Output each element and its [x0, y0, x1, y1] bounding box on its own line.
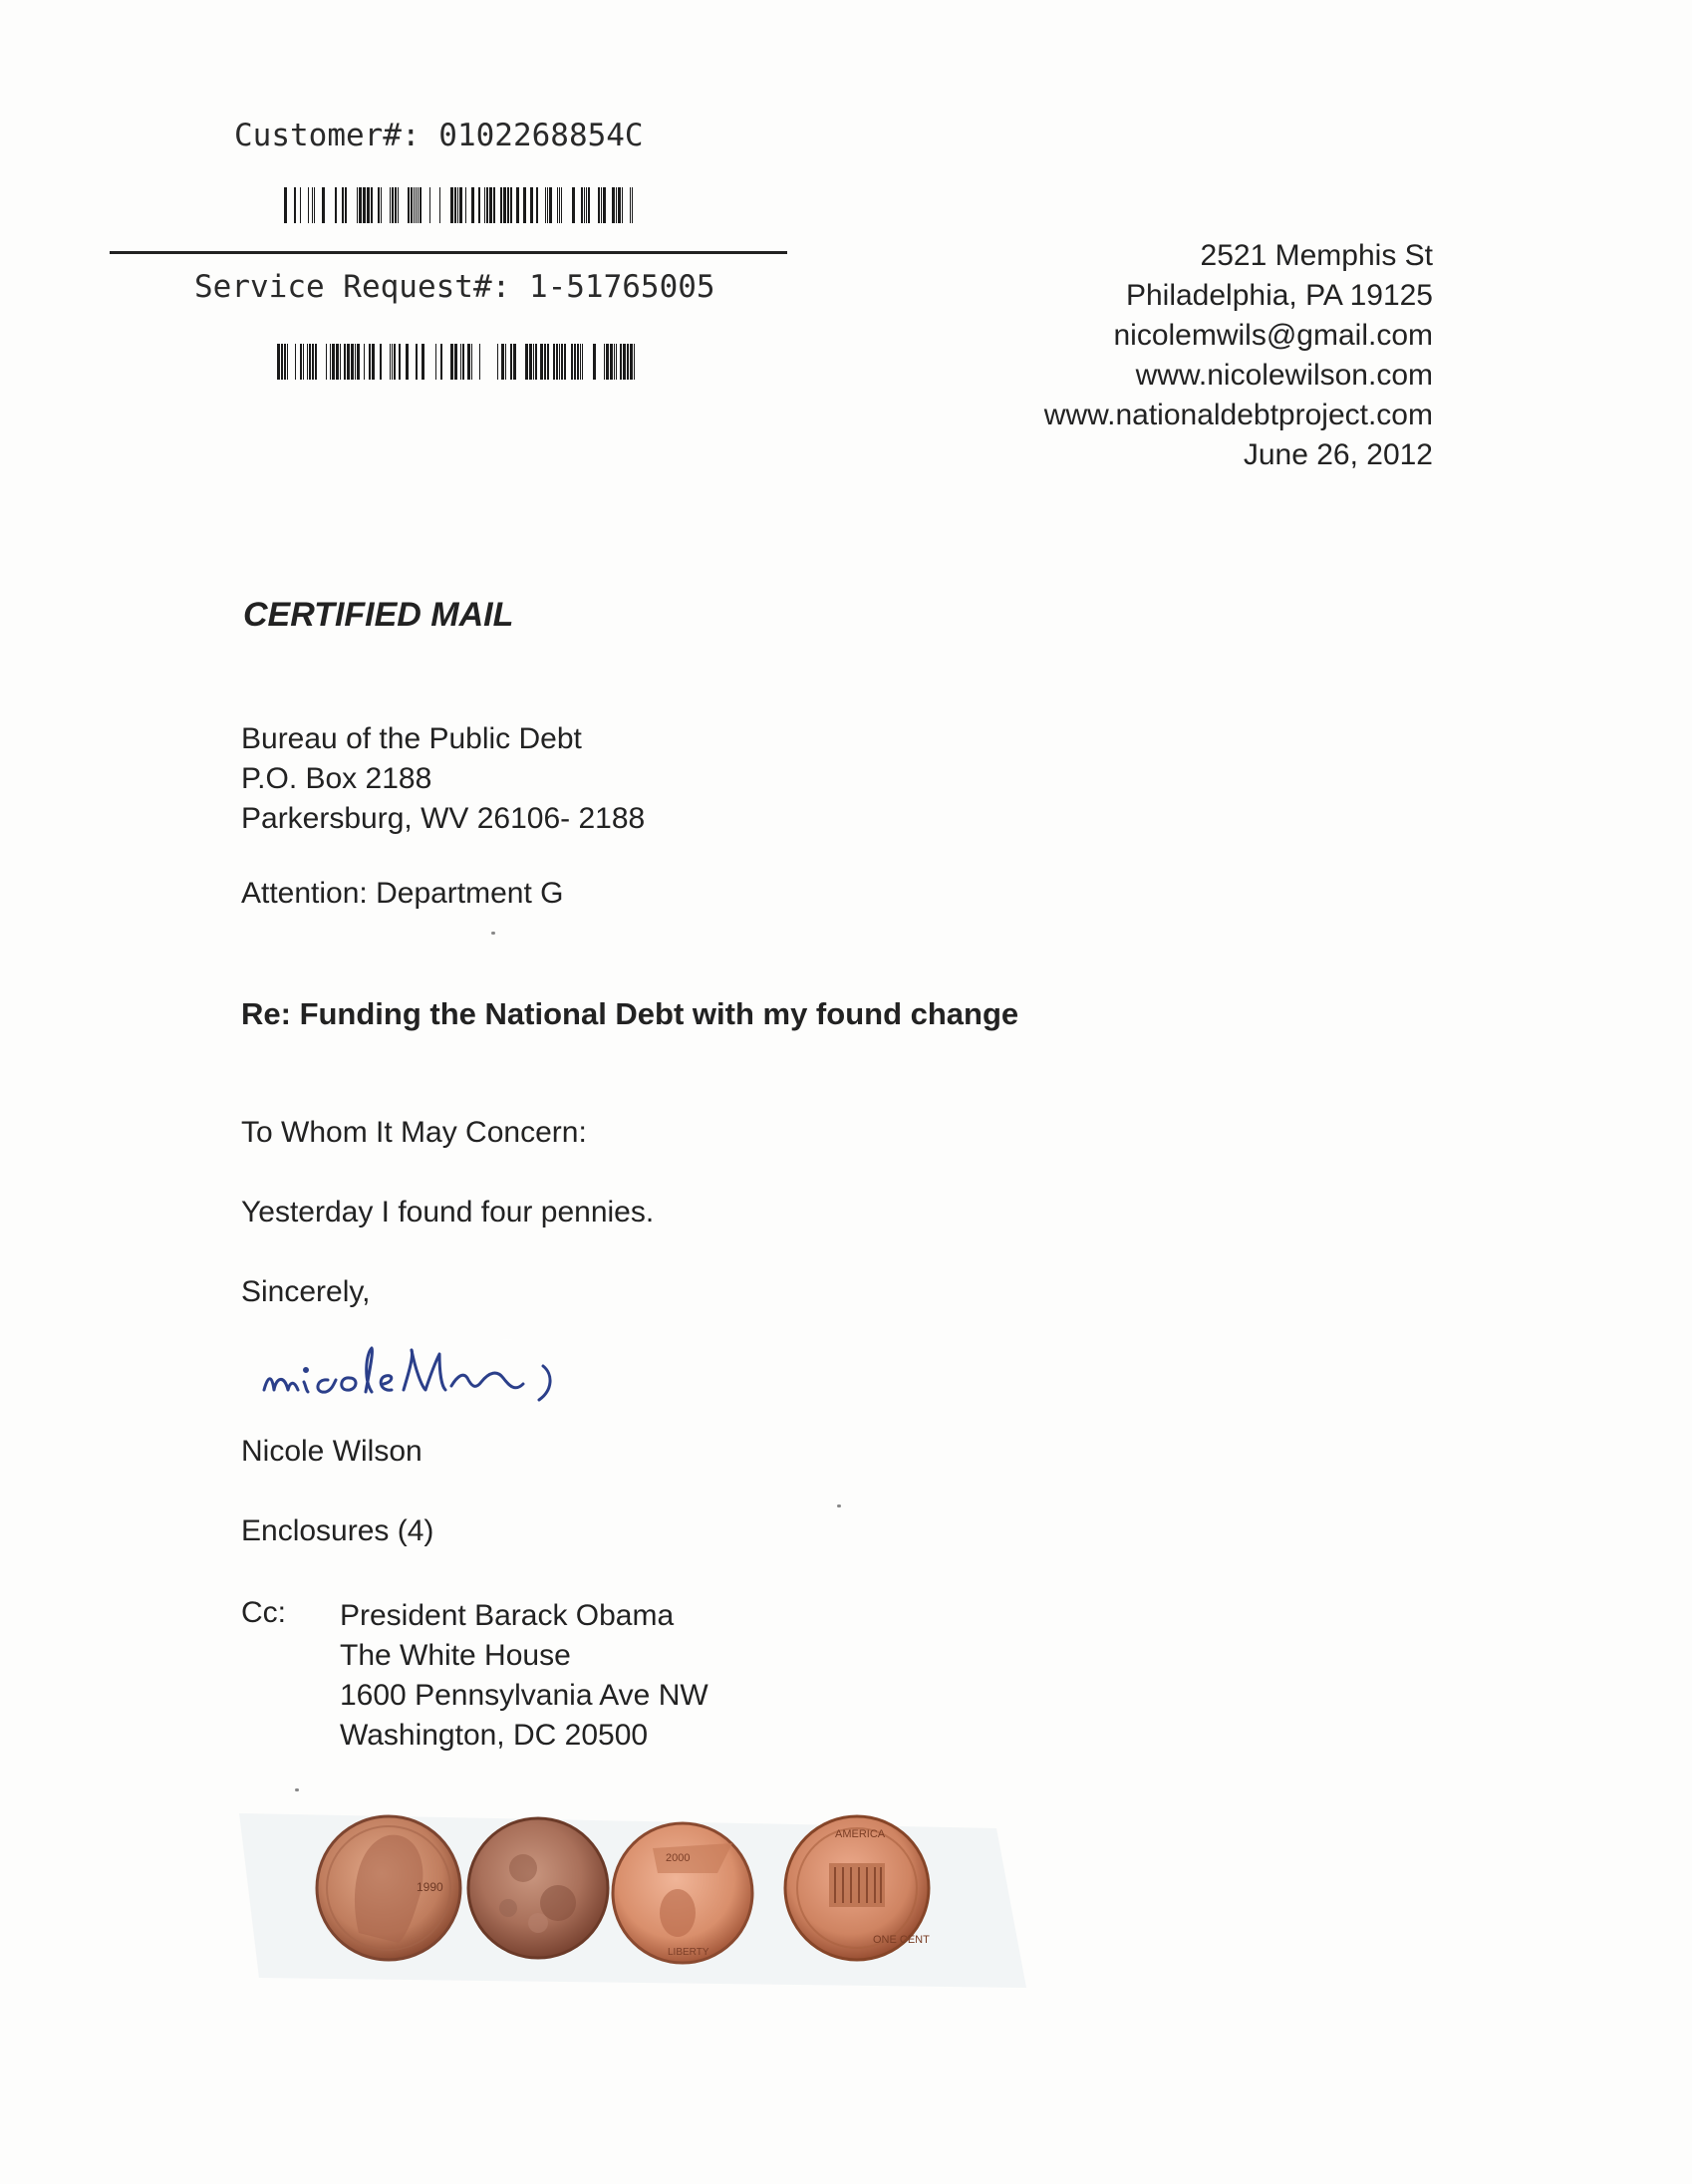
barcode-bar: [489, 187, 492, 223]
barcode-bar: [604, 344, 605, 380]
barcode-bar: [634, 344, 635, 380]
barcode-bar: [390, 344, 391, 380]
penny-1-year: 1990: [417, 1880, 443, 1894]
barcode-bar: [465, 187, 466, 223]
barcode-bar: [440, 344, 442, 380]
barcode-bar: [525, 344, 528, 380]
paper-speck: [295, 1788, 299, 1791]
customer-barcode: [284, 187, 633, 223]
barcode-bar: [312, 187, 313, 223]
barcode-bar: [294, 187, 296, 223]
barcode-bar: [420, 187, 422, 223]
barcode-bar: [588, 187, 590, 223]
barcode-bar: [630, 187, 631, 223]
barcode-bar: [564, 344, 566, 380]
barcode-bar: [322, 187, 325, 223]
barcode-bar: [549, 187, 552, 223]
cc-line-3: 1600 Pennsylvania Ave NW: [340, 1679, 708, 1712]
barcode-bar: [411, 187, 413, 223]
barcode-bar: [351, 344, 354, 380]
barcode-bar: [308, 187, 309, 223]
barcode-bar: [612, 187, 615, 223]
barcode-bar: [547, 344, 549, 380]
barcode-bar: [582, 344, 583, 380]
barcode-bar: [315, 344, 317, 380]
barcode-bar: [450, 344, 453, 380]
barcode-bar: [367, 187, 370, 223]
barcode-bar: [371, 187, 373, 223]
handwritten-signature: [254, 1320, 613, 1430]
return-street: 2521 Memphis St: [1200, 239, 1433, 272]
paper-speck: [837, 1504, 841, 1507]
cc-line-2: The White House: [340, 1639, 571, 1672]
barcode-bar: [572, 187, 575, 223]
barcode-bar: [616, 344, 617, 380]
header-divider: [110, 251, 787, 254]
barcode-bar: [344, 344, 346, 380]
barcode-bar: [287, 344, 288, 380]
barcode-bar: [545, 187, 546, 223]
attention-line: Attention: Department G: [241, 877, 564, 910]
barcode-bar: [340, 344, 341, 380]
barcode-bar: [497, 344, 498, 380]
barcode-bar: [622, 187, 623, 223]
barcode-bar: [330, 344, 331, 380]
barcode-bar: [284, 344, 286, 380]
barcode-bar: [345, 187, 347, 223]
barcode-bar: [598, 187, 600, 223]
barcode-bar: [369, 344, 371, 380]
barcode-bar: [277, 344, 280, 380]
barcode-bar: [312, 344, 314, 380]
barcode-bar: [416, 187, 417, 223]
barcode-bar: [559, 187, 560, 223]
salutation: To Whom It May Concern:: [241, 1116, 587, 1149]
barcode-bar: [632, 187, 633, 223]
barcode-bar: [503, 187, 506, 223]
barcode-bar: [571, 344, 573, 380]
barcode-bar: [530, 187, 533, 223]
barcode-bar: [471, 187, 474, 223]
barcode-bar: [347, 344, 350, 380]
barcode-bar: [616, 187, 617, 223]
barcode-bar: [300, 187, 301, 223]
certified-mail-heading: CERTIFIED MAIL: [243, 596, 514, 634]
penny-4: [785, 1816, 930, 1960]
closing: Sincerely,: [241, 1275, 371, 1308]
barcode-bar: [556, 344, 558, 380]
cc-recipient: [340, 1596, 708, 1756]
return-website-personal[interactable]: www.nicolewilson.com: [1135, 359, 1433, 392]
barcode-bar: [332, 344, 335, 380]
barcode-bar: [326, 344, 327, 380]
barcode-bar: [500, 187, 502, 223]
return-website-project[interactable]: www.nationaldebtproject.com: [1043, 399, 1433, 431]
barcode-bar: [429, 187, 430, 223]
barcode-bar: [309, 344, 311, 380]
barcode-bar: [336, 344, 339, 380]
barcode-bar: [457, 187, 458, 223]
subject-line: Re: Funding the National Debt with my found change: [241, 996, 1019, 1031]
barcode-bar: [454, 187, 456, 223]
barcode-bar: [307, 344, 308, 380]
barcode-bar: [460, 344, 461, 380]
barcode-bar: [561, 187, 562, 223]
recipient-line-1: Bureau of the Public Debt: [241, 722, 582, 755]
barcode-bar: [392, 344, 393, 380]
barcode-bar: [603, 187, 606, 223]
barcode-bar: [505, 344, 506, 380]
barcode-bar: [574, 344, 576, 380]
barcode-bar: [561, 344, 563, 380]
barcode-bar: [484, 187, 485, 223]
recipient-address: [241, 719, 645, 839]
barcode-bar: [422, 344, 424, 380]
barcode-bar: [584, 187, 585, 223]
barcode-bar: [610, 344, 613, 380]
barcode-bar: [547, 187, 548, 223]
recipient-line-2: P.O. Box 2188: [241, 762, 432, 795]
barcode-bar: [359, 187, 362, 223]
service-request-number: Service Request#: 1-51765005: [194, 269, 715, 305]
cc-line-4: Washington, DC 20500: [340, 1719, 649, 1752]
penny-4-top-legend: AMERICA: [835, 1828, 886, 1840]
barcode-bar: [450, 187, 453, 223]
penny-2: [468, 1818, 608, 1958]
barcode-bar: [623, 344, 626, 380]
barcode-bar: [516, 187, 519, 223]
barcode-bar: [462, 344, 464, 380]
service-request-barcode: [271, 344, 638, 380]
barcode-bar: [435, 344, 436, 380]
barcode-bar: [513, 344, 516, 380]
barcode-bar: [544, 344, 546, 380]
barcode-bar: [510, 187, 512, 223]
penny-3-legend: LIBERTY: [668, 1947, 709, 1958]
return-address: [1044, 236, 1433, 475]
barcode-bar: [478, 187, 480, 223]
barcode-bar: [372, 344, 375, 380]
taped-pennies: [239, 1774, 1036, 2033]
cc-line-1: President Barack Obama: [340, 1599, 675, 1632]
barcode-bar: [418, 187, 419, 223]
barcode-bar: [380, 344, 382, 380]
barcode-bar: [357, 187, 358, 223]
barcode-bar: [399, 344, 401, 380]
barcode-bar: [467, 344, 470, 380]
barcode-bar: [398, 187, 399, 223]
penny-3-year: 2000: [666, 1852, 691, 1864]
barcode-bar: [416, 344, 418, 380]
barcode-bar: [479, 344, 480, 380]
barcode-bar: [394, 344, 396, 380]
barcode-bar: [364, 344, 365, 380]
barcode-bar: [618, 187, 621, 223]
barcode-bar: [357, 344, 360, 380]
barcode-bar: [586, 187, 587, 223]
barcode-bar: [363, 187, 366, 223]
letter-body: Yesterday I found four pennies.: [241, 1196, 655, 1228]
barcode-bar: [559, 344, 560, 380]
barcode-bar: [454, 344, 457, 380]
barcode-bar: [557, 187, 558, 223]
barcode-bar: [378, 187, 380, 223]
barcode-bar: [284, 187, 287, 223]
return-city: Philadelphia, PA 19125: [1125, 279, 1433, 312]
signature-text: nicole Wil: [503, 1339, 512, 1341]
barcode-bar: [281, 344, 283, 380]
barcode-bar: [601, 187, 602, 223]
barcode-bar: [392, 187, 394, 223]
barcode-bar: [507, 187, 509, 223]
enclosures-line: Enclosures (4): [241, 1514, 434, 1547]
barcode-bar: [501, 344, 504, 380]
barcode-bar: [439, 187, 440, 223]
return-email[interactable]: nicolemwils@gmail.com: [1113, 319, 1433, 352]
barcode-bar: [471, 344, 472, 380]
barcode-bar: [540, 344, 543, 380]
barcode-bar: [486, 187, 488, 223]
barcode-bar: [342, 187, 344, 223]
barcode-bar: [395, 187, 397, 223]
penny-1: [317, 1816, 460, 1960]
barcode-bar: [335, 187, 337, 223]
penny-3: [613, 1823, 752, 1963]
letter-date: June 26, 2012: [1243, 438, 1433, 471]
barcode-bar: [593, 344, 596, 380]
barcode-bar: [533, 344, 534, 380]
barcode-bar: [295, 344, 296, 380]
customer-number: Customer#: 0102268854C: [234, 118, 644, 153]
barcode-bar: [614, 344, 615, 380]
barcode-bar: [390, 187, 391, 223]
barcode-bar: [577, 344, 579, 380]
paper-speck: [491, 932, 495, 935]
recipient-line-3: Parkersburg, WV 26106- 2188: [241, 802, 646, 835]
barcode-bar: [381, 187, 382, 223]
barcode-bar: [529, 344, 532, 380]
barcode-bar: [523, 187, 526, 223]
barcode-bar: [581, 187, 583, 223]
cc-label: Cc:: [241, 1596, 286, 1629]
barcode-bar: [606, 344, 609, 380]
barcode-bar: [493, 187, 495, 223]
barcode-bar: [536, 187, 538, 223]
signer-name: Nicole Wilson: [241, 1435, 423, 1468]
barcode-bar: [303, 344, 304, 380]
barcode-bar: [459, 187, 462, 223]
barcode-bar: [300, 344, 302, 380]
barcode-bar: [408, 187, 410, 223]
barcode-bar: [620, 344, 622, 380]
barcode-bar: [355, 344, 356, 380]
barcode-bar: [627, 344, 629, 380]
barcode-bar: [314, 187, 315, 223]
barcode-bar: [406, 344, 409, 380]
barcode-bar: [510, 344, 512, 380]
penny-4-denomination: ONE CENT: [873, 1934, 930, 1946]
barcode-bar: [535, 344, 537, 380]
barcode-bar: [414, 187, 415, 223]
barcode-bar: [580, 344, 581, 380]
barcode-bar: [630, 344, 633, 380]
barcode-bar: [553, 344, 555, 380]
